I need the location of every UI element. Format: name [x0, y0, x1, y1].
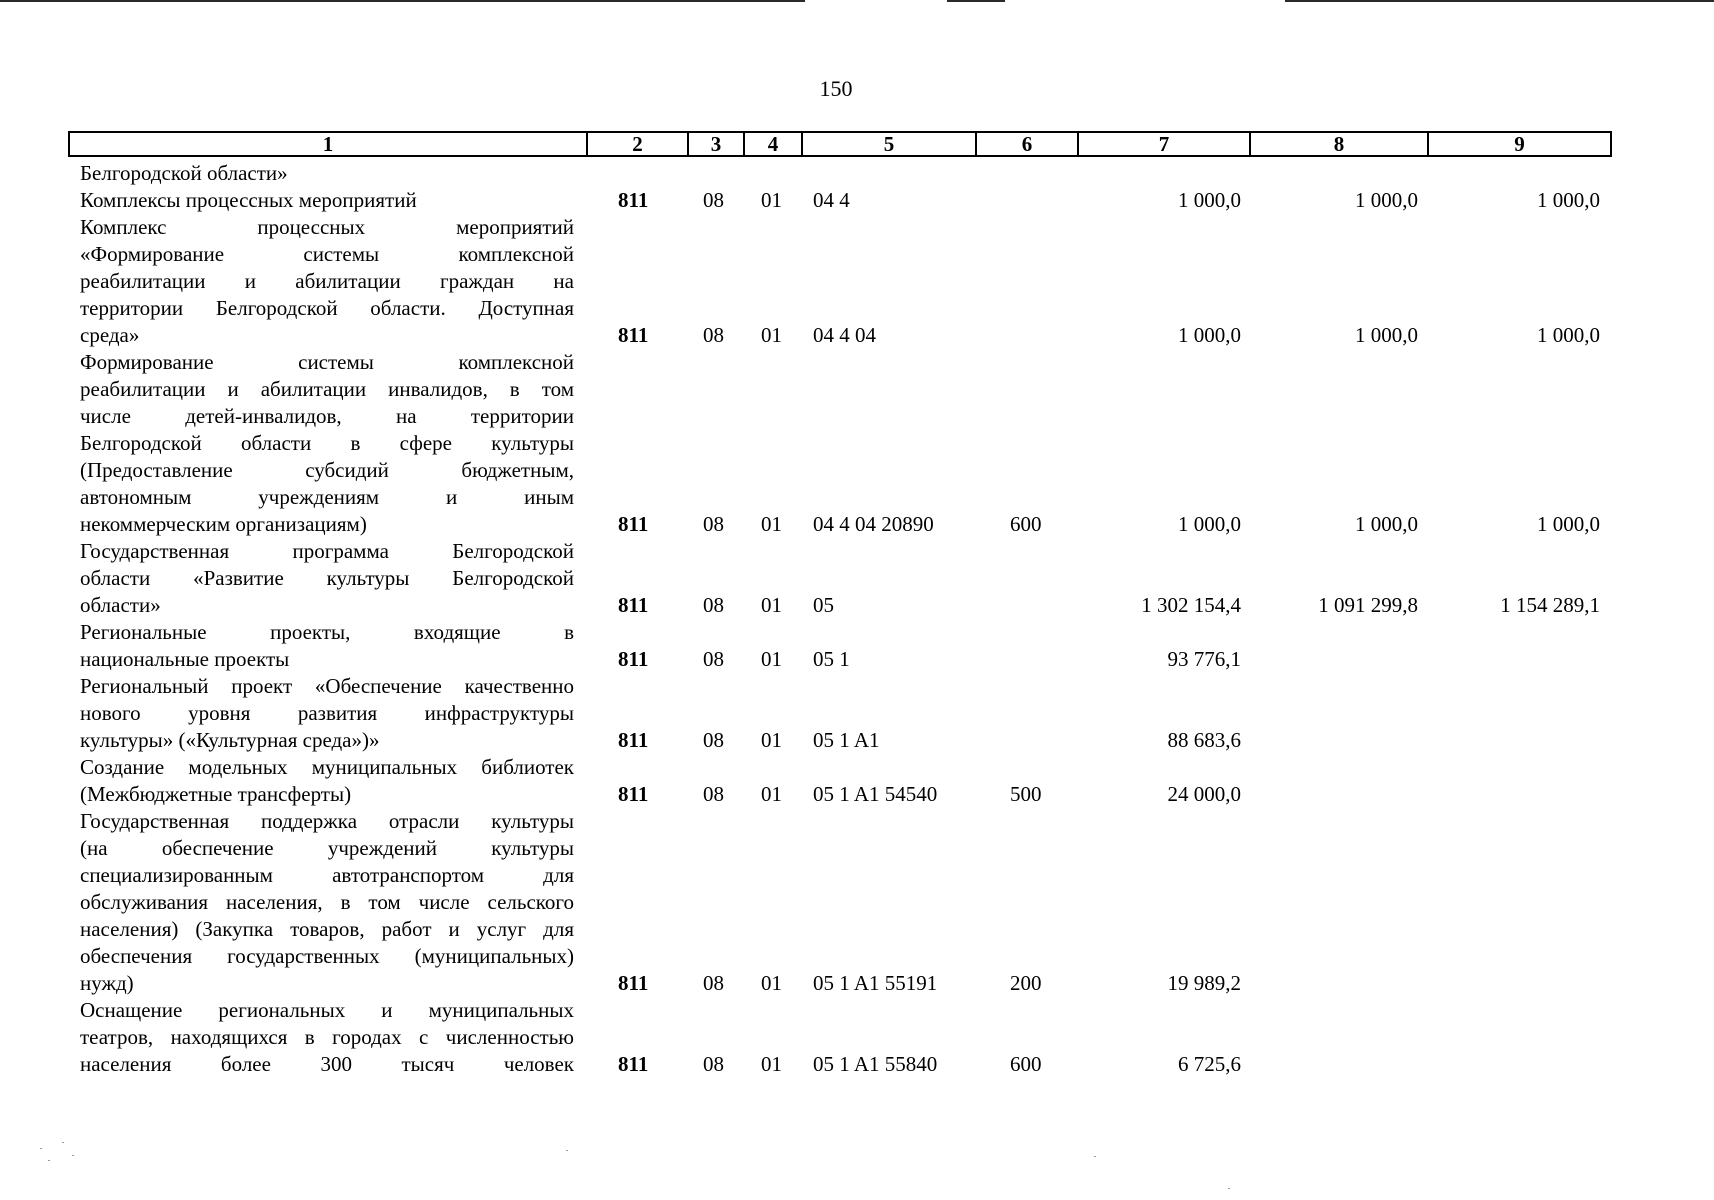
row-cell-c4: 01: [761, 971, 782, 995]
row-description-line: обеспечения государственных (муниципальных): [80, 944, 574, 968]
row-description-line: (на обеспечение учреждений культуры: [80, 836, 574, 860]
row-description-line: Региональные проекты, входящие в: [80, 620, 574, 644]
row-cell-c4: 01: [761, 728, 782, 752]
row-description-line: области «Развитие культуры Белгородской: [80, 566, 574, 590]
row-cell-c8: 1 000,0: [1355, 188, 1418, 212]
row-cell-c5: 05 1 A1 55191: [813, 971, 938, 995]
row-cell-c6: 200: [1010, 971, 1042, 995]
row-description-line: Формирование системы комплексной: [80, 350, 574, 374]
row-cell-c8: 1 000,0: [1355, 323, 1418, 347]
row-cell-c5: 05 1 A1 54540: [813, 782, 938, 806]
row-cell-c5: 04 4 04 20890: [813, 512, 934, 536]
row-cell-c4: 01: [761, 188, 782, 212]
row-cell-c4: 01: [761, 323, 782, 347]
header-col-1: 1: [322, 132, 334, 156]
row-cell-c7: 1 000,0: [1178, 323, 1241, 347]
scan-edge-line: [1285, 0, 1714, 2]
row-description-line: Комплекс процессных мероприятий: [80, 215, 574, 239]
row-cell-c8: [1260, 970, 1418, 997]
scan-speck: [40, 1148, 42, 1149]
row-cell-c3: 08: [703, 512, 724, 536]
row-cell-c5: 05 1: [813, 647, 850, 671]
row-cell-c5: 04 4: [813, 188, 850, 212]
row-cell-c4: 01: [761, 1052, 782, 1076]
row-cell-c7: 1 000,0: [1178, 512, 1241, 536]
header-col-2: 2: [586, 133, 687, 155]
row-cell-c3: 08: [703, 728, 724, 752]
row-cell-c8: 1 091 299,8: [1318, 593, 1418, 617]
row-description-line: области»: [80, 593, 161, 617]
row-cell-c4: 01: [761, 647, 782, 671]
row-cell-c2: 811: [618, 512, 649, 536]
row-description-line: Белгородской области»: [80, 161, 288, 185]
scan-edge-line: [0, 0, 805, 2]
row-cell-c7: 6 725,6: [1178, 1052, 1241, 1076]
row-description-line: Государственная программа Белгородской: [80, 539, 574, 563]
row-description-line: населения более 300 тысяч человек: [80, 1052, 574, 1076]
row-cell-c9: [1430, 781, 1600, 808]
row-description-line: театров, находящихся в городах с численностью: [80, 1025, 574, 1049]
row-description-line: (Межбюджетные трансферты): [80, 782, 352, 806]
row-cell-c9: [1430, 970, 1600, 997]
row-cell-c6: 600: [1010, 512, 1042, 536]
scan-speck: [48, 1160, 50, 1161]
row-description-line: территории Белгородской области. Доступная: [80, 296, 574, 320]
header-col-8: 8: [1249, 133, 1427, 155]
row-description-line: обслуживания населения, в том числе сельского: [80, 890, 574, 914]
row-cell-c2: 811: [618, 1052, 649, 1076]
row-description-line: «Формирование системы комплексной: [80, 242, 574, 266]
row-cell-c7: 93 776,1: [1167, 647, 1241, 671]
row-description-line: числе детей-инвалидов, на территории: [80, 404, 574, 428]
row-cell-c2: 811: [618, 728, 649, 752]
row-description-line: Оснащение региональных и муниципальных: [80, 998, 574, 1022]
row-cell-c8: [1260, 646, 1418, 673]
scan-speck: [62, 1142, 64, 1143]
row-description-line: реабилитации и абилитации инвалидов, в том: [80, 377, 574, 401]
row-cell-c9: 1 154 289,1: [1500, 593, 1600, 617]
row-cell-c4: 01: [761, 512, 782, 536]
row-cell-c8: [1260, 727, 1418, 754]
header-col-9: 9: [1427, 133, 1610, 155]
row-cell-c2: 811: [618, 323, 649, 347]
row-cell-c9: [1430, 727, 1600, 754]
row-cell-c7: 24 000,0: [1167, 782, 1241, 806]
row-cell-c7: 1 000,0: [1178, 188, 1241, 212]
row-description-line: Комплексы процессных мероприятий: [80, 188, 417, 212]
row-cell-c3: 08: [703, 782, 724, 806]
header-col-4: 4: [743, 133, 801, 155]
scan-speck: [1094, 1156, 1096, 1157]
row-description-line: нового уровня развития инфраструктуры: [80, 701, 574, 725]
row-description-line: некоммерческим организациям): [80, 512, 367, 536]
row-description-line: Белгородской области в сфере культуры: [80, 431, 574, 455]
row-description-line: специализированным автотранспортом для: [80, 863, 574, 887]
row-cell-c3: 08: [703, 323, 724, 347]
row-cell-c3: 08: [703, 593, 724, 617]
scan-speck: [72, 1155, 74, 1156]
row-cell-c8: 1 000,0: [1355, 512, 1418, 536]
row-cell-c9: [1430, 646, 1600, 673]
scan-edge-line: [947, 0, 1005, 2]
row-cell-c5: 05: [813, 593, 834, 617]
row-cell-c6: 600: [1010, 1052, 1042, 1076]
row-cell-c4: 01: [761, 782, 782, 806]
row-cell-c5: 05 1 A1: [813, 728, 880, 752]
page-number: 150: [819, 76, 853, 101]
row-description-line: автономным учреждениям и иным: [80, 485, 574, 509]
row-description-line: Государственная поддержка отрасли культуры: [80, 809, 574, 833]
row-cell-c2: 811: [618, 782, 649, 806]
row-cell-c9: 1 000,0: [1537, 188, 1600, 212]
row-cell-c5: 04 4 04: [813, 323, 876, 347]
row-description-line: национальные проекты: [80, 647, 290, 671]
row-cell-c3: 08: [703, 647, 724, 671]
row-cell-c7: 88 683,6: [1167, 728, 1241, 752]
row-cell-c2: 811: [618, 971, 649, 995]
row-description-line: Региональный проект «Обеспечение качественно: [80, 674, 574, 698]
row-description-line: нужд): [80, 971, 134, 995]
row-cell-c2: 811: [618, 647, 649, 671]
row-cell-c9: [1430, 1051, 1600, 1078]
header-col-7: 7: [1077, 133, 1249, 155]
scan-speck: [566, 1150, 568, 1151]
row-cell-c3: 08: [703, 1052, 724, 1076]
row-description-line: населения) (Закупка товаров, работ и услуг для: [80, 917, 574, 941]
table-header: [68, 131, 1612, 157]
row-description-line: (Предоставление субсидий бюджетным,: [80, 458, 574, 482]
row-cell-c3: 08: [703, 188, 724, 212]
header-col-6: 6: [975, 133, 1077, 155]
row-cell-c5: 05 1 A1 55840: [813, 1052, 938, 1076]
row-description-line: культуры» («Культурная среда»)»: [80, 728, 380, 752]
row-cell-c2: 811: [618, 593, 649, 617]
row-description-line: Создание модельных муниципальных библиотек: [80, 755, 574, 779]
row-cell-c8: [1260, 781, 1418, 808]
row-cell-c3: 08: [703, 971, 724, 995]
row-cell-c6: 500: [1010, 782, 1042, 806]
header-col-3: 3: [687, 133, 743, 155]
row-cell-c8: [1260, 1051, 1418, 1078]
header-col-5: 5: [801, 133, 975, 155]
row-description-line: реабилитации и абилитации граждан на: [80, 269, 574, 293]
row-cell-c2: 811: [618, 188, 649, 212]
row-cell-c9: 1 000,0: [1537, 512, 1600, 536]
scan-speck: [1228, 1188, 1230, 1189]
row-description-line: среда»: [80, 323, 140, 347]
row-cell-c4: 01: [761, 593, 782, 617]
row-cell-c9: 1 000,0: [1537, 323, 1600, 347]
row-cell-c7: 1 302 154,4: [1141, 593, 1241, 617]
row-cell-c7: 19 989,2: [1167, 971, 1241, 995]
